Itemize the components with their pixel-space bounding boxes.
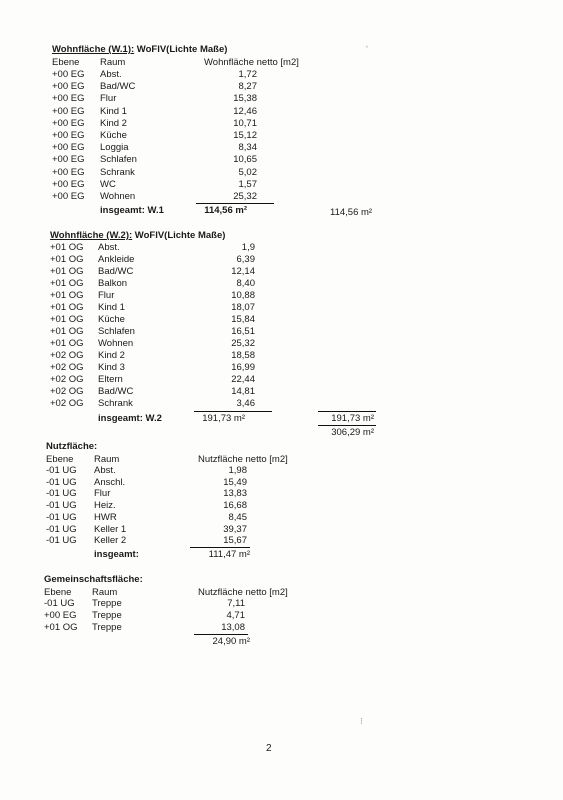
cell-raum: Bad/WC [98, 386, 134, 397]
cell-ebene: +00 EG [52, 69, 85, 80]
cell-raum: Kind 2 [98, 350, 125, 361]
cell-ebene: -01 UG [46, 476, 77, 488]
cell-raum: Treppe [92, 598, 122, 609]
grand-total-value: 306,29 m² [331, 427, 374, 438]
cell-ebene: -01 UG [46, 511, 77, 523]
cell-raum: Treppe [92, 621, 122, 633]
cell-ebene: +00 EG [52, 117, 85, 129]
table-row [50, 374, 350, 386]
cell-value: 4,71 [226, 609, 245, 621]
cell-value: 16,68 [223, 500, 247, 512]
cell-ebene: -01 UG [46, 500, 77, 512]
section-w2-side-total [318, 413, 376, 425]
table-row [46, 477, 346, 489]
section-w2-grand-rule [318, 425, 376, 426]
cell-ebene: +00 EG [52, 142, 85, 154]
cell-ebene: +00 EG [52, 130, 85, 141]
section-nutz-total-rule [190, 547, 250, 548]
cell-ebene: +02 OG [50, 362, 84, 373]
section-w1-title-rest: WoFlV(Lichte Maße) [134, 44, 228, 55]
cell-value: 5,02 [238, 166, 257, 178]
section-gemein-total-rule [194, 634, 248, 635]
cell-raum: Flur [94, 488, 111, 500]
cell-value: 10,65 [233, 154, 257, 166]
cell-value: 8,40 [236, 278, 255, 289]
section-gemein-title-text: Gemeinschaftsfläche: [44, 574, 143, 585]
cell-value: 12,46 [233, 105, 257, 117]
cell-ebene: +02 OG [50, 350, 84, 361]
column-header-value: Nutzfläche netto [m2] [198, 587, 288, 598]
table-row [50, 290, 350, 302]
cell-value: 15,84 [231, 314, 255, 325]
section-w2-total-label: insgeamt: W.2 [98, 413, 162, 424]
cell-ebene: +02 OG [50, 398, 84, 409]
scan-mark: ⁝ [360, 716, 363, 726]
cell-ebene: +00 EG [52, 166, 85, 178]
section-nutz-title-text: Nutzfläche: [46, 441, 98, 452]
cell-raum: Loggia [100, 142, 129, 154]
cell-raum: Treppe [92, 609, 122, 621]
section-gemein-total-row [44, 636, 344, 648]
cell-raum: Heiz. [94, 500, 116, 512]
cell-ebene: +00 EG [52, 81, 85, 93]
section-w2-side-total-value: 191,73 m² [331, 413, 374, 424]
cell-ebene: +01 OG [50, 314, 84, 325]
table-row [50, 242, 350, 254]
cell-value: 7,11 [227, 598, 245, 609]
table-row [46, 512, 346, 524]
cell-ebene: +01 OG [50, 254, 84, 265]
cell-ebene: +01 OG [50, 302, 84, 313]
cell-ebene: +00 EG [52, 93, 85, 105]
table-row [50, 398, 350, 410]
cell-raum: Bad/WC [98, 266, 134, 277]
cell-value: 16,51 [231, 326, 255, 337]
cell-raum: Bad/WC [100, 81, 136, 93]
cell-value: 1,9 [241, 242, 255, 253]
table-row [52, 106, 352, 118]
table-row [50, 338, 350, 350]
cell-raum: Schlafen [100, 154, 137, 166]
section-w1-side-total [330, 207, 390, 219]
table-row [50, 278, 350, 290]
cell-raum: Keller 2 [94, 535, 127, 547]
column-header-ebene: Ebene [46, 454, 74, 465]
table-row [50, 302, 350, 314]
cell-value: 18,07 [231, 302, 255, 313]
table-row [44, 610, 344, 622]
section-w2-total-rule [194, 411, 272, 412]
cell-value: 6,39 [236, 254, 255, 265]
cell-value: 15,49 [223, 476, 247, 488]
cell-value: 10,71 [233, 117, 257, 129]
cell-value: 8,27 [238, 81, 257, 93]
cell-ebene: +01 OG [50, 338, 84, 349]
table-row [44, 622, 344, 634]
cell-value: 10,88 [231, 290, 255, 301]
cell-value: 15,67 [223, 535, 247, 547]
cell-ebene: -01 UG [46, 488, 77, 500]
column-header-raum: Raum [100, 57, 126, 68]
cell-raum: Schlafen [98, 326, 135, 337]
cell-value: 13,83 [223, 488, 247, 500]
table-row [46, 524, 346, 536]
table-row [52, 142, 352, 154]
section-w2-total-value: 191,73 m² [202, 413, 245, 424]
cell-raum: Küche [100, 130, 127, 141]
page-number: 2 [266, 743, 272, 754]
cell-raum: Küche [98, 314, 125, 325]
cell-raum: Schrank [100, 166, 135, 178]
cell-raum: Kind 1 [100, 105, 127, 117]
cell-ebene: +00 EG [52, 191, 85, 202]
section-w2-title-underlined: Wohnfläche (W.2): [50, 230, 133, 241]
section-w1-total-row [52, 205, 352, 217]
table-row [52, 69, 352, 81]
cell-ebene: +00 EG [44, 609, 77, 621]
cell-value: 15,12 [233, 130, 257, 141]
cell-value: 18,58 [231, 350, 255, 361]
cell-value: 1,57 [238, 178, 257, 190]
table-row [50, 386, 350, 398]
section-w1-total-value: 114,56 m² [204, 205, 247, 216]
table-row [46, 465, 346, 477]
section-w1-total-rule [196, 203, 274, 204]
cell-ebene: +02 OG [50, 374, 84, 385]
cell-ebene: +01 OG [44, 621, 78, 633]
cell-value: 12,14 [231, 266, 255, 277]
table-row [50, 362, 350, 374]
cell-raum: Ankleide [98, 254, 135, 265]
cell-raum: Kind 2 [100, 117, 127, 129]
section-w2-title-rest: WoFlV(Lichte Maße) [132, 230, 226, 241]
cell-value: 15,38 [233, 93, 257, 105]
cell-value: 14,81 [231, 386, 255, 397]
cell-value: 25,32 [231, 338, 255, 349]
table-row [50, 314, 350, 326]
table-row [52, 93, 352, 105]
cell-value: 25,32 [233, 191, 257, 202]
cell-ebene: -01 UG [46, 535, 77, 547]
cell-value: 1,98 [228, 465, 247, 476]
table-row [52, 154, 352, 166]
cell-value: 16,99 [231, 362, 255, 373]
section-gemein-title [44, 574, 143, 585]
table-row [50, 266, 350, 278]
section-w1-total-label: insgeamt: W.1 [100, 205, 164, 216]
section-w2-total-row [50, 413, 350, 425]
cell-raum: Eltern [98, 374, 123, 385]
section-nutz-total-row [46, 549, 346, 561]
cell-ebene: -01 UG [46, 523, 77, 535]
section-gemein-total-value: 24,90 m² [212, 636, 250, 647]
cell-raum: Wohnen [98, 338, 134, 349]
cell-raum: Schrank [98, 398, 133, 409]
cell-ebene: +01 OG [50, 290, 84, 301]
section-w2-title [50, 230, 225, 241]
cell-value: 13,08 [221, 621, 245, 633]
cell-ebene: +00 EG [52, 154, 85, 166]
cell-value: 8,34 [238, 142, 257, 154]
column-header-value: Nutzfläche netto [m2] [198, 454, 288, 465]
section-nutz-title [46, 441, 97, 452]
column-header-raum: Raum [94, 454, 120, 465]
cell-raum: Keller 1 [94, 523, 127, 535]
cell-ebene: -01 UG [44, 598, 75, 609]
scan-mark: ʻ [366, 44, 368, 54]
column-header-value: Wohnfläche netto [m2] [204, 57, 299, 68]
section-w2-grand-total [318, 427, 376, 439]
cell-value: 22,44 [231, 374, 255, 385]
section-w1-title [52, 44, 227, 55]
cell-raum: HWR [94, 511, 117, 523]
section-w1-title-underlined: Wohnfläche (W.1): [52, 44, 135, 55]
table-row [52, 179, 352, 191]
table-row [52, 118, 352, 130]
cell-value: 1,72 [238, 69, 257, 80]
table-row [52, 191, 352, 203]
table-row [52, 130, 352, 142]
table-row [52, 81, 352, 93]
table-row [46, 488, 346, 500]
table-row [44, 598, 344, 610]
cell-raum: Kind 3 [98, 362, 125, 373]
cell-ebene: +00 EG [52, 178, 85, 190]
cell-ebene: +01 OG [50, 266, 84, 277]
column-header-ebene: Ebene [44, 587, 72, 598]
section-nutz-total-label: insgeamt: [94, 549, 139, 560]
cell-raum: Balkon [98, 278, 128, 289]
table-row [50, 254, 350, 266]
cell-ebene: +01 OG [50, 278, 84, 289]
cell-raum: Flur [98, 290, 115, 301]
table-row [52, 167, 352, 179]
column-header-ebene: Ebene [52, 57, 80, 68]
cell-value: 39,37 [223, 523, 247, 535]
cell-ebene: -01 UG [46, 465, 77, 476]
cell-raum: Flur [100, 93, 117, 105]
table-row [50, 326, 350, 338]
cell-raum: Wohnen [100, 191, 136, 202]
table-row [46, 535, 346, 547]
cell-value: 3,46 [236, 398, 255, 409]
cell-value: 8,45 [228, 511, 247, 523]
cell-ebene: +02 OG [50, 386, 84, 397]
column-header-raum: Raum [92, 587, 118, 598]
cell-raum: WC [100, 178, 116, 190]
section-w1-side-total-value: 114,56 m² [330, 207, 373, 218]
section-w2-side-rule [318, 411, 376, 412]
cell-ebene: +00 EG [52, 105, 85, 117]
cell-ebene: +01 OG [50, 326, 84, 337]
cell-raum: Anschl. [94, 476, 126, 488]
table-row [50, 350, 350, 362]
cell-raum: Abst. [100, 69, 122, 80]
table-row [46, 500, 346, 512]
cell-raum: Kind 1 [98, 302, 125, 313]
section-nutz-total-value: 111,47 m² [208, 549, 250, 560]
cell-raum: Abst. [94, 465, 116, 476]
cell-raum: Abst. [98, 242, 120, 253]
section-w1-header [52, 57, 352, 69]
cell-ebene: +01 OG [50, 242, 84, 253]
